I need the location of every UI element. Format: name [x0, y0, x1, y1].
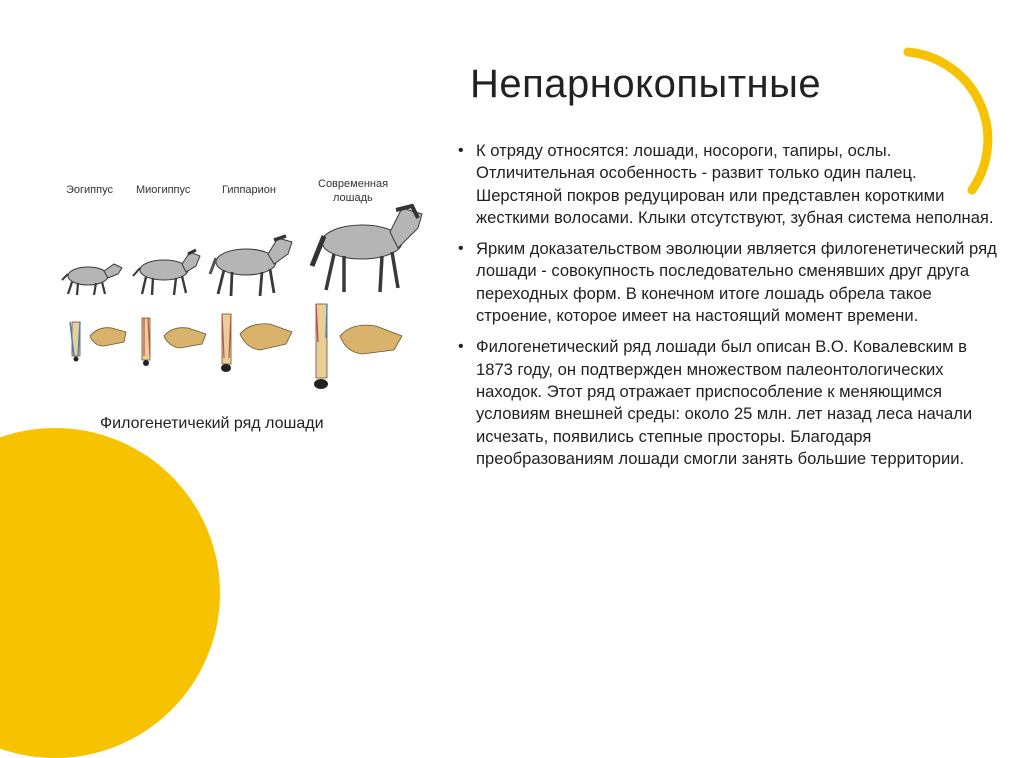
- eohippus-icon: [62, 264, 122, 295]
- skull-modern-horse-icon: [340, 325, 402, 354]
- foot-bone-hipparion-icon: [221, 314, 231, 372]
- skull-miohippus-icon: [164, 328, 206, 348]
- label-miohippus: Миогиппус: [136, 184, 191, 196]
- label-hipparion: Гиппарион: [222, 184, 276, 196]
- hipparion-icon: [210, 236, 292, 296]
- decorative-yellow-circle: [0, 428, 220, 758]
- bullet-item: • Филогенетический ряд лошади был описан В.О. Ковалевским в 1873 году, он подтвержден множеством палеонтологических находок. Этот ряд отражает приспособление к меняющимся условиям внешней среды: около 25 млн. лет назад леса начали исчезать, появились степные просторы. Благодаря преобразованиям лошади смогли занять большие территории.: [458, 336, 1006, 470]
- horse-evolution-figure: [50, 170, 440, 400]
- label-eohippus: Эогиппус: [66, 184, 113, 196]
- skull-hipparion-icon: [240, 324, 292, 350]
- bullet-item: • К отряду относятся: лошади, носороги, тапиры, ослы. Отличительная особенность - развит только один палец. Шерстяной покров редуцирован или представлен короткими жесткими волосами. Клыки отсутствуют, зубная система неполная.: [458, 140, 1006, 229]
- skull-eohippus-icon: [90, 328, 126, 346]
- miohippus-icon: [133, 250, 200, 295]
- slide-title: Непарнокопытные: [470, 62, 822, 106]
- foot-bone-miohippus-icon: [142, 318, 150, 366]
- bullet-item: • Ярким доказательством эволюции является филогенетический ряд лошади - совокупность последовательно сменявших друг друга переходных форм. В конечном итоге лошадь обрела такое строение, которое имеет на настоящий момент времени.: [458, 238, 1006, 327]
- label-modern-horse-2: лошадь: [333, 192, 373, 204]
- foot-bone-eohippus-icon: [70, 322, 80, 362]
- label-modern-horse-1: Современная: [318, 178, 389, 190]
- modern-horse-icon: [312, 206, 422, 292]
- horse-evolution-illustration: [50, 170, 440, 400]
- figure-caption: Филогенетичекий ряд лошади: [100, 415, 324, 432]
- foot-bone-modern-horse-icon: [314, 304, 328, 389]
- bullet-list: [458, 140, 1006, 479]
